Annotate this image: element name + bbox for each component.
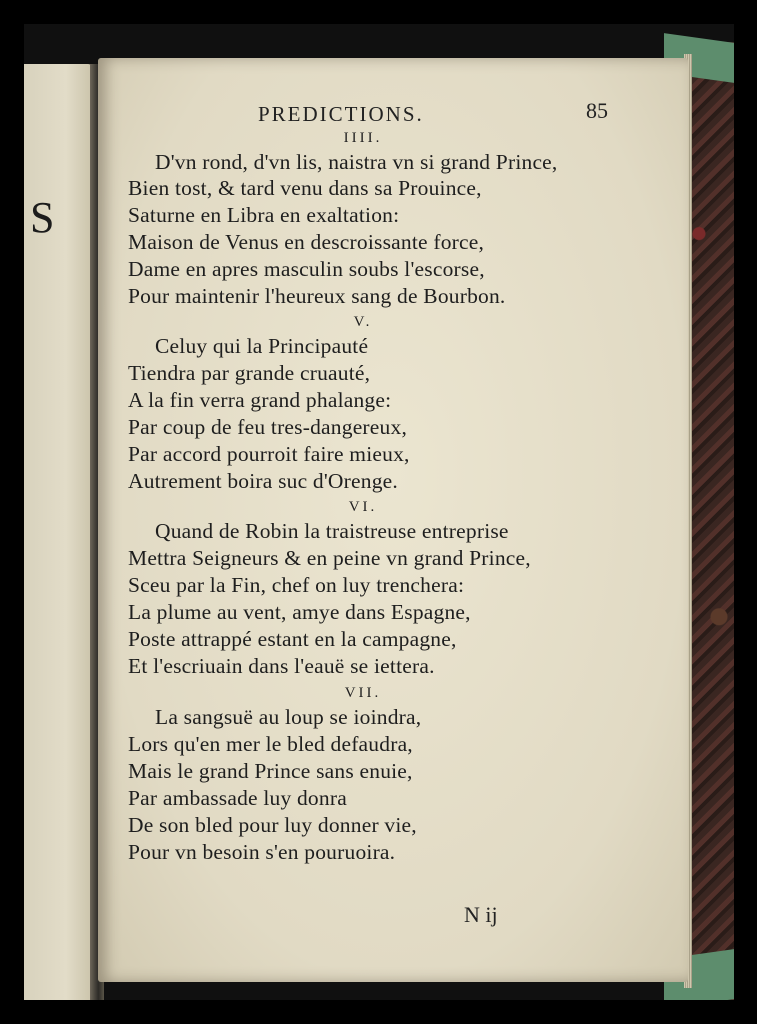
verse-line: Maison de Venus en descroissante force, <box>128 230 485 254</box>
verse-line: Par coup de feu tres-dangereux, <box>128 415 408 439</box>
verse-line: La plume au vent, amye dans Espagne, <box>128 600 471 624</box>
right-page <box>98 58 688 982</box>
verse-line: Celuy qui la Principauté <box>155 334 369 358</box>
signature-mark: N ij <box>464 902 498 927</box>
verse-line: Mais le grand Prince sans enuie, <box>128 759 413 783</box>
verse-line: Mettra Seigneurs & en peine vn grand Prince, <box>128 546 531 570</box>
verse-line: Par ambassade luy donra <box>128 786 347 810</box>
verse-line: Quand de Robin la traistreuse entreprise <box>155 519 509 543</box>
verse-line: Sceu par la Fin, chef on luy trenchera: <box>128 573 465 597</box>
left-page-large-letter: S <box>30 193 55 242</box>
verse-line: Autrement boira suc d'Orenge. <box>128 469 398 493</box>
stanza-numeral: VI. <box>348 499 378 515</box>
left-facing-page <box>24 64 94 1000</box>
verse-line: Bien tost, & tard venu dans sa Prouince, <box>128 176 482 200</box>
stanza-numeral: VII. <box>344 685 382 701</box>
verse-line: Et l'escriuain dans l'eauë se iettera. <box>128 654 435 678</box>
verse-line: D'vn rond, d'vn lis, naistra vn si grand Prince, <box>155 150 558 174</box>
verse-line: A la fin verra grand phalange: <box>128 388 392 412</box>
verse-line: Par accord pourroit faire mieux, <box>128 442 410 466</box>
verse-line: Pour vn besoin s'en pouruoira. <box>128 840 396 864</box>
book-scan <box>24 24 734 1000</box>
verse-line: De son bled pour luy donner vie, <box>128 813 417 837</box>
verse-line: Pour maintenir l'heureux sang de Bourbon. <box>128 284 506 308</box>
running-title: PREDICTIONS. <box>258 102 424 126</box>
stanza-numeral: V. <box>353 314 373 330</box>
verse-line: Saturne en Libra en exaltation: <box>128 203 400 227</box>
verse-line: Tiendra par grande cruauté, <box>128 361 371 385</box>
verse-line: Dame en apres masculin soubs l'escorse, <box>128 257 485 281</box>
verse-line: Poste attrappé estant en la campagne, <box>128 627 457 651</box>
verse-line: Lors qu'en mer le bled defaudra, <box>128 732 413 756</box>
verse-line: La sangsuë au loup se ioindra, <box>155 705 422 729</box>
page-number: 85 <box>586 98 608 123</box>
stanza-numeral: IIII. <box>343 130 383 146</box>
